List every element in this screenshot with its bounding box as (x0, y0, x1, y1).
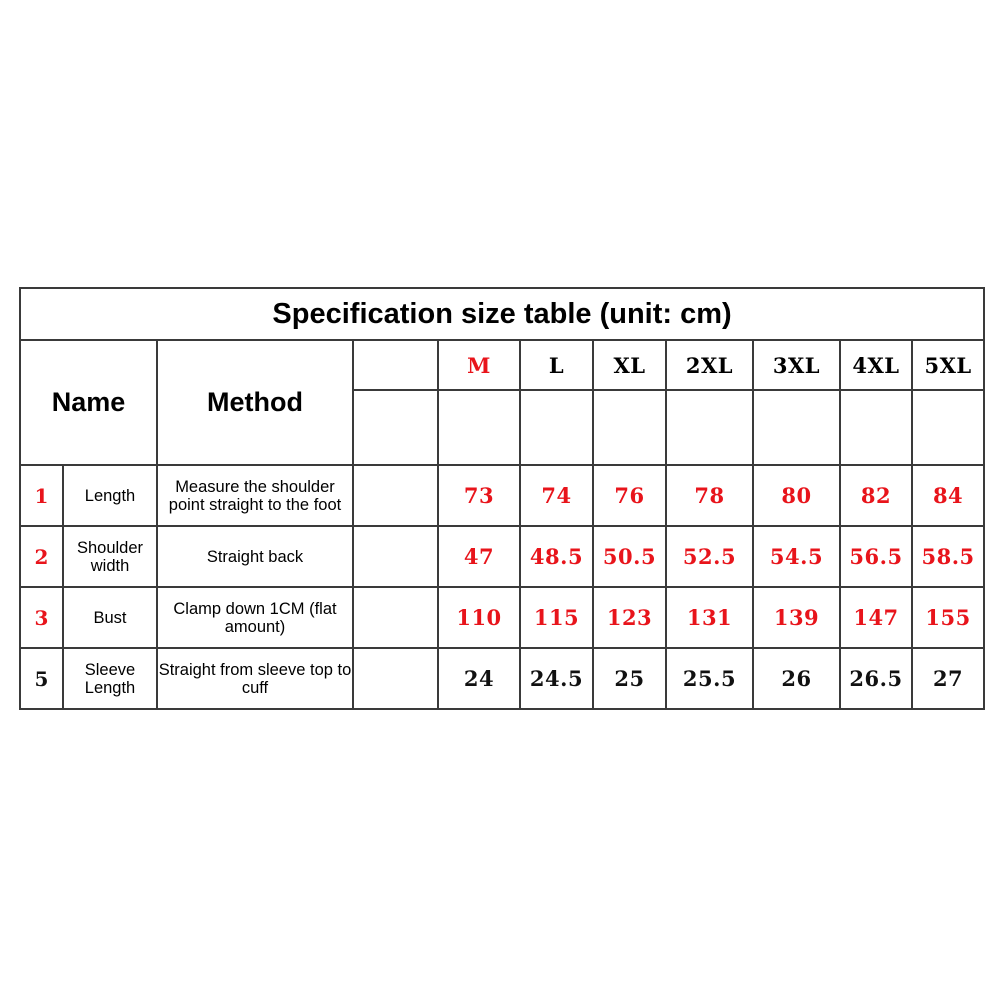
size-header-xl: XL (593, 340, 666, 390)
row-name: Sleeve Length (63, 648, 157, 709)
value-cell: 110 (438, 587, 520, 648)
value-cell: 84 (912, 465, 984, 526)
blank-cell (353, 648, 438, 709)
blank-cell (353, 390, 438, 465)
row-name: Shoulder width (63, 526, 157, 587)
table-row (20, 587, 984, 648)
value-cell: 25 (593, 648, 666, 709)
size-specification-table (19, 287, 985, 710)
value-cell: 58.5 (912, 526, 984, 587)
table-title: Specification size table (unit: cm) (20, 288, 984, 340)
blank-header-cell (353, 340, 438, 390)
table-row (20, 648, 984, 709)
row-index: 5 (20, 648, 63, 709)
blank-cell (353, 526, 438, 587)
size-header-2xl: 2XL (666, 340, 753, 390)
value-cell: 48.5 (520, 526, 593, 587)
value-cell: 50.5 (593, 526, 666, 587)
blank-cell (666, 390, 753, 465)
value-cell: 123 (593, 587, 666, 648)
row-method: Measure the shoulder point straight to the foot (157, 465, 353, 526)
value-cell: 139 (753, 587, 840, 648)
value-cell: 78 (666, 465, 753, 526)
table-row (20, 526, 984, 587)
size-header-5xl: 5XL (912, 340, 984, 390)
value-cell: 26.5 (840, 648, 912, 709)
value-cell: 54.5 (753, 526, 840, 587)
row-index: 1 (20, 465, 63, 526)
value-cell: 155 (912, 587, 984, 648)
size-header-m: M (438, 340, 520, 390)
row-index: 2 (20, 526, 63, 587)
value-cell: 74 (520, 465, 593, 526)
size-header-3xl: 3XL (753, 340, 840, 390)
row-method: Straight from sleeve top to cuff (157, 648, 353, 709)
value-cell: 24 (438, 648, 520, 709)
row-name: Bust (63, 587, 157, 648)
row-name: Length (63, 465, 157, 526)
table-row (20, 465, 984, 526)
value-cell: 115 (520, 587, 593, 648)
blank-cell (593, 390, 666, 465)
value-cell: 26 (753, 648, 840, 709)
size-header-l: L (520, 340, 593, 390)
blank-cell (520, 390, 593, 465)
value-cell: 24.5 (520, 648, 593, 709)
value-cell: 82 (840, 465, 912, 526)
value-cell: 52.5 (666, 526, 753, 587)
value-cell: 131 (666, 587, 753, 648)
value-cell: 80 (753, 465, 840, 526)
blank-cell (912, 390, 984, 465)
value-cell: 73 (438, 465, 520, 526)
row-method: Straight back (157, 526, 353, 587)
value-cell: 47 (438, 526, 520, 587)
blank-cell (353, 587, 438, 648)
blank-cell (753, 390, 840, 465)
row-index: 3 (20, 587, 63, 648)
value-cell: 147 (840, 587, 912, 648)
blank-cell (353, 465, 438, 526)
size-table-sheet (19, 287, 983, 707)
method-column-header: Method (157, 340, 353, 465)
value-cell: 76 (593, 465, 666, 526)
value-cell: 56.5 (840, 526, 912, 587)
name-column-header: Name (20, 340, 157, 465)
value-cell: 25.5 (666, 648, 753, 709)
blank-cell (438, 390, 520, 465)
value-cell: 27 (912, 648, 984, 709)
size-header-4xl: 4XL (840, 340, 912, 390)
blank-cell (840, 390, 912, 465)
row-method: Clamp down 1CM (flat amount) (157, 587, 353, 648)
